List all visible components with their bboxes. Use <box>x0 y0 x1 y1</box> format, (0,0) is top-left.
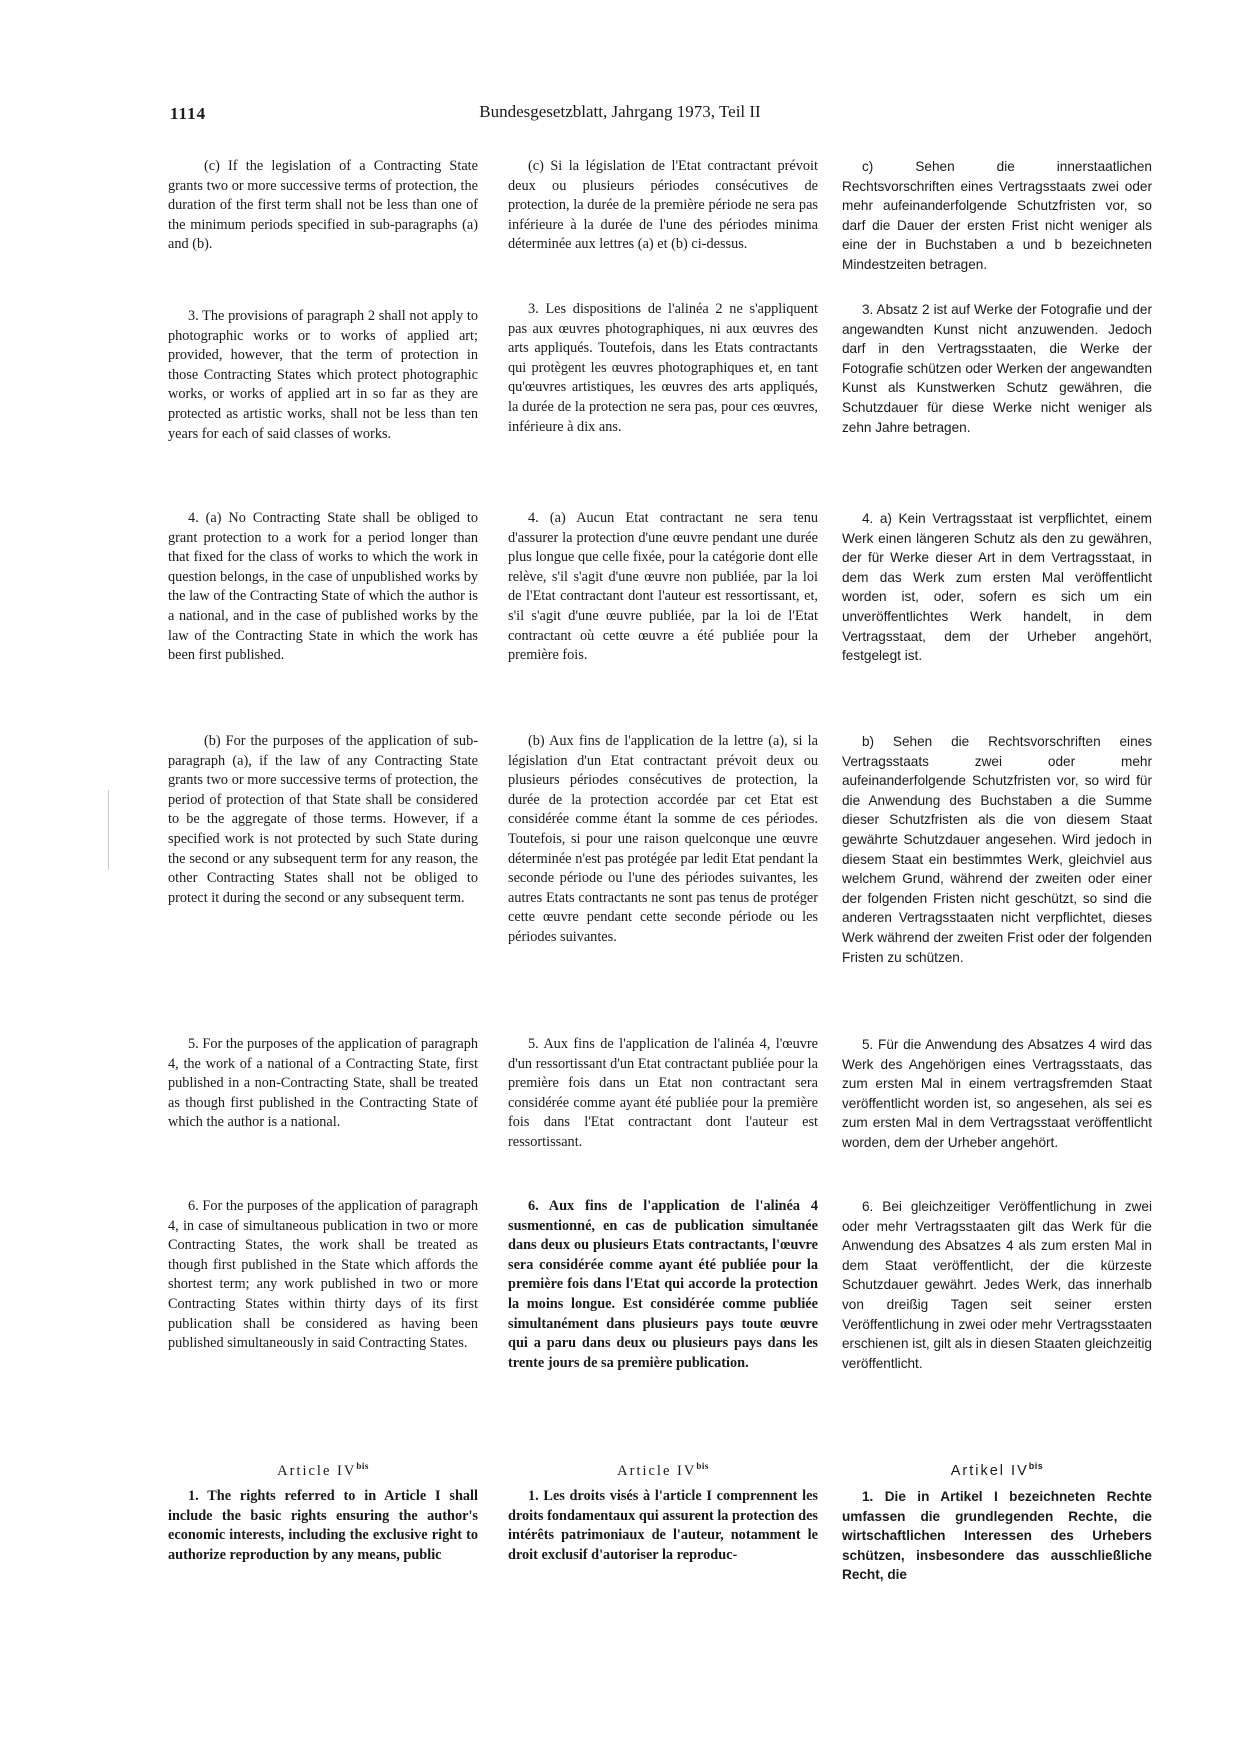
fr-paragraph-4a: 4. (a) Aucun Etat contractant ne sera tenu d'assurer la protection d'une œuvre pendant une durée plus longue que celle fixée, pour la catégorie dont elle relève, s'il s'agit d'une œuvre non publiée, par la loi de l'Etat contractant dont l'auteur est ressortissant, et, s'il s'agit d'une œuvre publiée, par la loi de l'Etat contractant où cette œuvre a été publiée pour la première fois. <box>508 510 818 664</box>
de-paragraph-3: 3. Absatz 2 ist auf Werke der Fotografie und der angewandten Kunst nicht anzuwenden. Jedoch darf in den Vertragsstaaten, die Werke der Fotografie schützen oder Werken der angewandten Kunst als Kunstwerken Schutz gewähren, die Schutzdauer für diese Werke nicht weniger als zehn Jahre betragen. <box>842 302 1152 435</box>
en-paragraph-art-1: 1. The rights referred to in Article I shall include the basic rights ensuring the author's economic interests, including the exclusive right to authorize reproduction by any means, public <box>168 1488 478 1563</box>
fr-paragraph-3: 3. Les dispositions de l'alinéa 2 ne s'appliquent pas aux œuvres photographiques, ni aux œuvres des arts appliqués. Toutefois, dans les Etats contractants qui protègent les œuvres photographiques et, en tant qu'œuvres artistiques, les œuvres des arts appliqués, la durée de la protection ne sera pas, pour ces œuvres, inférieure à dix ans. <box>508 301 818 435</box>
de-paragraph-6: 6. Bei gleichzeitiger Veröffentlichung in zwei oder mehr Vertragsstaaten gilt das Werk für die Anwendung des Absatzes 4 als zum ersten Mal in dem Staat veröffentlicht, der die kürzeste Schutzdauer gewährt. Jedes Werk, das innerhalb von dreißig Tagen seit seiner ersten Veröffentlichung in zwei oder mehr Vertragsstaaten erschienen ist, gilt als in diesen Staaten gleichzeitig veröffentlicht. <box>842 1199 1152 1371</box>
fr-article-heading: Article $IV^{bis}$ <box>617 1461 709 1479</box>
fr-paragraph-4b: (b) Aux fins de l'application de la lettre (a), si la législation d'un Etat contractant prévoit deux ou plusieurs périodes consécutives de protection, la durée de la protection accordée par cet Etat est considérée comme étant la somme de ces périodes. Toutefois, si pour une raison quelconque une œuvre déterminée n'est pas protégée par ledit Etat pendant la seconde période ou l'une des périodes suivantes, les autres Etats contractants ne sont pas tenus de protéger cette œuvre pendant cette seconde période ou les périodes suivantes. <box>508 733 818 945</box>
page-number: 1114 <box>170 104 207 123</box>
en-paragraph-4b: (b) For the purposes of the application of sub-paragraph (a), if the law of any Contracting State grants two or more successive terms of protection, the period of protection of that State shall be considered to be the aggregate of those terms. However, if a specified work is not protected by such State during the second or any subsequent term for any reason, the other Contracting States shall not be obliged to protect it during the second or any subsequent term. <box>168 733 478 906</box>
en-paragraph-5: 5. For the purposes of the application of paragraph 4, the work of a national of a Contracting State, first published in a non-Contracting State, shall be treated as though first published in the Contracting State of which the author is a national. <box>168 1036 478 1131</box>
fr-paragraph-art-1: 1. Les droits visés à l'article I comprennent les droits fondamentaux qui assurent la protection des intérêts patrimoniaux de l'auteur, notamment le droit exclusif d'autoriser la reproduc- <box>508 1488 818 1563</box>
en-paragraph-4a: 4. (a) No Contracting State shall be obliged to grant protection to a work for a period longer than that fixed for the class of works to which the work in question belongs, in the case of unpublished works by the law of the Contracting State of which the author is a national, and in the case of published works by the law of the Contracting State in which the work has been first published. <box>168 510 478 664</box>
de-paragraph-4a: 4. a) Kein Vertragsstaat ist verpflichtet, einem Werk einen längeren Schutz als den zu gewähren, der für Werke dieser Art in dem Vertragsstaat, in dem das Werk zum ersten Mal veröffentlicht worden ist, oder, sofern es sich um ein unveröffentlichtes Werk handelt, in dem Vertragsstaat, dem der Urheber angehört, festgelegt ist. <box>842 511 1152 664</box>
en-paragraph-2c: (c) If the legislation of a Contracting State grants two or more successive terms of protection, the duration of the first term shall not be less than one of the minimum periods specified in sub-paragraphs (a) and (b). <box>168 158 478 253</box>
de-article-heading: Artikel $IV^{bis}$ <box>950 1461 1044 1479</box>
fr-paragraph-6: 6. Aux fins de l'application de l'alinéa 4 susmentionné, en cas de publication simultanée dans deux ou plusieurs Etats contractants, l'œuvre sera considérée comme ayant été publiée pour la première fois dans l'Etat qui accorde la protection la moins longue. Est considérée comme publiée simultanément dans plusieurs pays toute œuvre qui a paru dans deux ou plusieurs pays dans les trente jours de sa première publication. <box>508 1198 818 1371</box>
de-paragraph-4b: b) Sehen die Rechtsvorschriften eines Vertragsstaats zwei oder mehr aufeinanderfolgende Schutzfristen vor, so wird für die Anwendung des Buchstaben a die Summe dieser Schutzfristen als die von diesem Staat gewährte Schutzdauer angesehen. Wird jedoch in diesem Staat ein bestimmtes Werk, gleichviel aus welchem Grund, während der zweiten oder einer der folgenden Fristen nicht geschützt, so sind die anderen Vertragsstaaten nicht verpflichtet, dieses Werk während der zweiten Frist oder der folgenden Fristen zu schützen. <box>842 734 1152 965</box>
running-title: Bundesgesetzblatt, Jahrgang 1973, Teil II <box>479 102 761 121</box>
en-paragraph-3: 3. The provisions of paragraph 2 shall not apply to photographic works or to works of applied art; provided, however, that the term of protection in those Contracting States which protect photographic works, or works of applied art in so far as they are protected as artistic works, shall not be less than ten years for each of said classes of works. <box>168 308 478 442</box>
en-article-heading: Article $IV^{bis}$ <box>277 1461 369 1479</box>
margin-mark <box>108 790 109 870</box>
de-paragraph-5: 5. Für die Anwendung des Absatzes 4 wird das Werk des Angehörigen eines Vertragsstaats, das zum ersten Mal in einem vertragsfremden Staat veröffentlicht worden ist, so angesehen, als sei es zum ersten Mal in dem Vertragsstaat veröffentlicht worden, dem der Urheber angehört. <box>842 1037 1152 1150</box>
de-paragraph-art-1: 1. Die in Artikel I bezeichneten Rechte umfassen die grundlegenden Rechte, die wirtschaftlichen Interessen des Urhebers schützen, insbesondere das ausschließliche Recht, die <box>842 1489 1152 1583</box>
de-paragraph-2c: c) Sehen die innerstaatlichen Rechtsvorschriften eines Vertragsstaats zwei oder mehr aufeinanderfolgende Schutzfristen vor, so darf die Dauer der ersten Frist nicht weniger als eine der in Buchstaben a und b bezeichneten Mindestzeiten betragen. <box>842 159 1152 272</box>
en-paragraph-6: 6. For the purposes of the application of paragraph 4, in case of simultaneous publication in two or more Contracting States, the work shall be treated as though first published in the State which affords the shortest term; any work published in two or more Contracting States within thirty days of its first publication shall be considered as having been published simultaneously in said Contracting States. <box>168 1198 478 1352</box>
fr-paragraph-2c: (c) Si la législation de l'Etat contractant prévoit deux ou plusieurs périodes consécutives de protection, la durée de la première période ne sera pas inférieure à la durée de l'une des périodes minima déterminée aux lettres (a) et (b) ci-dessus. <box>508 158 818 253</box>
fr-paragraph-5: 5. Aux fins de l'application de l'alinéa 4, l'œuvre d'un ressortissant d'un Etat contractant publiée pour la première fois dans un Etat non contractant sera considérée comme ayant été publiée pour la première fois dans l'Etat contractant dont l'auteur est ressortissant. <box>508 1036 818 1150</box>
